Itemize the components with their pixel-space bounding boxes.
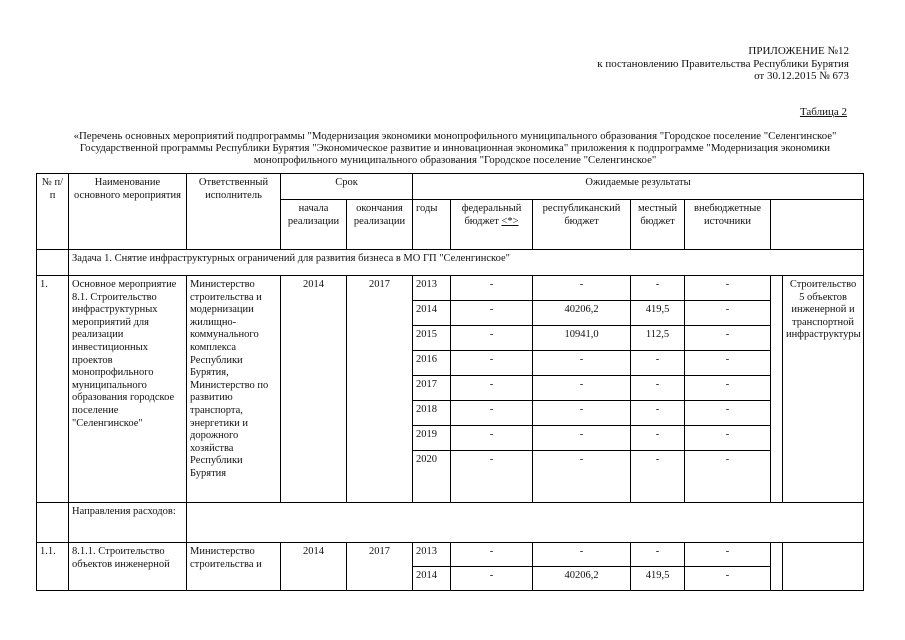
col-start: начала реализации [281, 200, 347, 250]
federal-cell: - [451, 543, 533, 567]
extra-cell: - [685, 426, 771, 451]
extra-cell: - [685, 301, 771, 326]
extra-cell: - [685, 276, 771, 301]
directions-empty [187, 503, 864, 543]
measure-start: 2014 [281, 276, 347, 503]
col-extra: внебюджетные источники [685, 200, 771, 250]
local-cell: - [631, 426, 685, 451]
local-cell: - [631, 376, 685, 401]
local-cell: 419,5 [631, 567, 685, 591]
col-empty [771, 200, 783, 250]
federal-cell: - [451, 301, 533, 326]
federal-cell: - [451, 567, 533, 591]
directions-num [37, 503, 69, 543]
federal-note-link[interactable]: <*> [501, 215, 519, 227]
republic-cell: 10941,0 [533, 326, 631, 351]
sub-measure-num: 1.1. [37, 543, 69, 591]
extra-cell: - [685, 351, 771, 376]
col-executor: Ответственный исполнитель [187, 174, 281, 250]
year-cell: 2020 [413, 451, 451, 503]
measure-result: Строительство 5 объектов инженерной и транспортной инфраструктуры [783, 276, 864, 503]
republic-cell: - [533, 276, 631, 301]
year-cell: 2016 [413, 351, 451, 376]
republic-cell: 40206,2 [533, 567, 631, 591]
col-results: Ожидаемые результаты [413, 174, 864, 200]
measure-name: Основное мероприятие 8.1. Строительство инфраструктурных мероприятий для реализации инвестиционных проектов монопрофильного муниципального образования городское поселение "Селенгинское" [69, 276, 187, 503]
republic-cell: - [533, 351, 631, 376]
sub-measure-result [783, 543, 864, 591]
extra-cell: - [685, 451, 771, 503]
year-cell: 2017 [413, 376, 451, 401]
spacer-cell [771, 276, 783, 503]
col-federal [451, 200, 533, 250]
col-republic: республиканский бюджет [533, 200, 631, 250]
local-cell: 112,5 [631, 326, 685, 351]
local-cell: - [631, 451, 685, 503]
year-cell: 2013 [413, 276, 451, 301]
republic-cell: - [533, 426, 631, 451]
local-cell: - [631, 401, 685, 426]
local-cell: - [631, 543, 685, 567]
federal-cell: - [451, 276, 533, 301]
sub-measure-name: 8.1.1. Строительство объектов инженерной [69, 543, 187, 591]
appendix-title: ПРИЛОЖЕНИЕ №12 [748, 45, 849, 57]
republic-cell: - [533, 401, 631, 426]
measure-num: 1. [37, 276, 69, 503]
year-cell: 2018 [413, 401, 451, 426]
appendix-date: от 30.12.2015 № 673 [754, 70, 849, 82]
extra-cell: - [685, 401, 771, 426]
extra-cell: - [685, 567, 771, 591]
document-title: «Перечень основных мероприятий подпрограммы "Модернизация экономики монопрофильного муниципального образования "Городское поселение "Селенгинское" Государственной программы Республики Бурятия "Экономическое развитие и инновационная экономика" приложения к подпрограмме "Модернизация экономики монопрофильного муниципального образования "Городское поселение "Селенгинское" [73, 130, 837, 166]
local-cell: - [631, 351, 685, 376]
measure-executor: Министерство строительства и модернизации жилищно-коммунального комплекса Республики Бурятия, Министерство по развитию транспорта, энергетики и дорожного хозяйства Республики Бурятия [187, 276, 281, 503]
extra-cell: - [685, 376, 771, 401]
appendix-decree: к постановлению Правительства Республики Бурятия [597, 57, 849, 70]
directions-label: Направления расходов: [69, 503, 187, 543]
col-years: годы [413, 200, 451, 250]
extra-cell: - [685, 326, 771, 351]
year-cell: 2015 [413, 326, 451, 351]
year-cell: 2014 [413, 301, 451, 326]
col-empty-right [783, 200, 864, 250]
federal-cell: - [451, 451, 533, 503]
year-cell: 2014 [413, 567, 451, 591]
republic-cell: - [533, 543, 631, 567]
col-federal-label: федеральный бюджет [461, 203, 522, 227]
table-label: Таблица 2 [799, 106, 847, 118]
federal-cell: - [451, 426, 533, 451]
federal-cell: - [451, 401, 533, 426]
year-cell: 2013 [413, 543, 451, 567]
sub-measure-end: 2017 [347, 543, 413, 591]
federal-cell: - [451, 351, 533, 376]
spacer-cell [771, 543, 783, 591]
extra-cell: - [685, 543, 771, 567]
sub-measure-executor: Министерство строительства и [187, 543, 281, 591]
col-end: окончания реализации [347, 200, 413, 250]
federal-cell: - [451, 376, 533, 401]
sub-measure-start: 2014 [281, 543, 347, 591]
task-num [37, 250, 69, 276]
measures-table [36, 173, 864, 591]
measure-end: 2017 [347, 276, 413, 503]
federal-cell: - [451, 326, 533, 351]
republic-cell: - [533, 376, 631, 401]
col-local: местный бюджет [631, 200, 685, 250]
col-term: Срок [281, 174, 413, 200]
appendix-header [597, 45, 849, 83]
year-cell: 2019 [413, 426, 451, 451]
republic-cell: - [533, 451, 631, 503]
col-num: № п/п [37, 174, 69, 250]
local-cell: 419,5 [631, 301, 685, 326]
col-name: Наименование основного мероприятия [69, 174, 187, 250]
local-cell: - [631, 276, 685, 301]
republic-cell: 40206,2 [533, 301, 631, 326]
task-row: Задача 1. Снятие инфраструктурных ограничений для развития бизнеса в МО ГП "Селенгинское" [69, 250, 864, 276]
